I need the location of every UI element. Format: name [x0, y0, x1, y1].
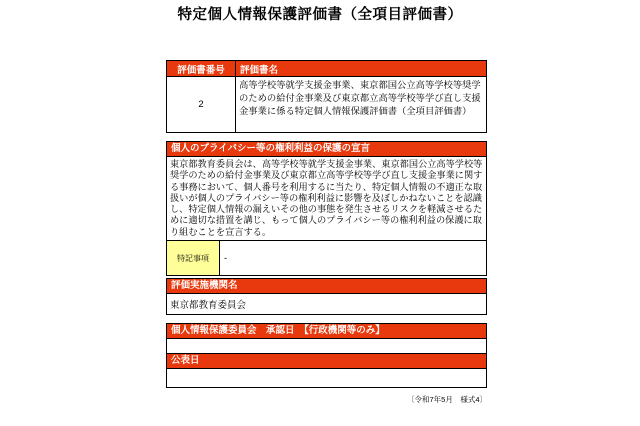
- declaration-section-header: 個人のプライバシー等の権利利益の保護の宣言: [166, 141, 487, 157]
- organization-section: [166, 278, 487, 315]
- evaluation-table: [166, 60, 487, 133]
- evaluation-table-header-row: [167, 61, 486, 77]
- evaluation-table-row: [167, 77, 486, 132]
- declaration-body-text: 東京都教育委員会は、高等学校等就学支援金事業、東京都国公立高等学校等奨学のための給付金事業及び東京都立高等学校等学び直し支援金事業に関する事務において、個人番号を利用するに当たり、特定個人情報の不適正な取扱いが個人のプライバシー等の権利利益に影響を及ぼしかねないことを認識し、特定個人情報の漏えいその他の事態を発生させるリスクを軽減させるために適切な措置を講じ、もって個人のプライバシー等の権利利益の保護に取り組むことを宣言する。: [166, 157, 487, 241]
- approval-date-section-header: 個人情報保護委員会 承認日 【行政機関等のみ】: [166, 323, 487, 339]
- special-note-row: [166, 241, 487, 276]
- publication-date-value: [166, 369, 487, 388]
- evaluation-number-value: 2: [167, 77, 236, 132]
- form-revision-note: 〔令和7年5月 様式4〕: [406, 395, 487, 404]
- organization-section-header: 評価実施機関名: [166, 278, 487, 294]
- evaluation-name-value: 高等学校等就学支援金事業、東京都国公立高等学校等奨学のための給付金事業及び東京都立高等学校等学び直し支援金事業に係る特定個人情報保護評価書（全項目評価書）: [239, 80, 481, 116]
- evaluation-number-header: 評価書番号: [167, 61, 236, 76]
- declaration-section: [166, 141, 487, 276]
- publication-date-section: [166, 353, 487, 388]
- evaluation-name-header: 評価書名: [240, 64, 279, 76]
- document-title: 特定個人情報保護評価書（全項目評価書）: [177, 7, 463, 23]
- special-note-label: 特記事項: [167, 241, 220, 275]
- publication-date-section-header: 公表日: [166, 353, 487, 369]
- approval-date-section: [166, 323, 487, 355]
- special-note-value: -: [224, 252, 228, 264]
- organization-name-value: 東京都教育委員会: [166, 294, 487, 315]
